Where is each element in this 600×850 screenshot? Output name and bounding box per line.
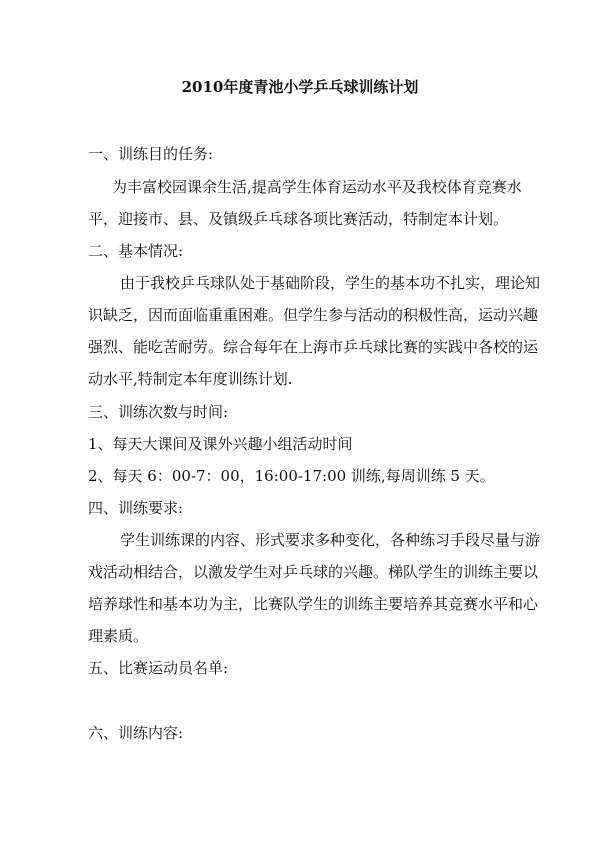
section-heading-5: 五、比赛运动员名单: [88, 659, 229, 677]
paragraph-line: 培养球性和基本功为主，比赛队学生的训练主要培养其竞赛水平和心 [88, 595, 539, 613]
list-item: 2、每天 6：00-7：00，16:00-17:00 训练,每周训练 5 天。 [88, 467, 495, 485]
paragraph-line: 理素质。 [88, 627, 149, 645]
paragraph-line: 戏活动相结合，以激发学生对乒乓球的兴趣。梯队学生的训练主要以 [88, 563, 539, 581]
paragraph-line: 识缺乏，因而面临重重困难。但学生参与活动的积极性高，运动兴趣 [88, 306, 539, 324]
paragraph-line: 强烈、能吃苦耐劳。综合每年在上海市乒乓球比赛的实践中各校的运 [88, 338, 539, 356]
section-heading-2: 二、基本情况: [88, 242, 184, 260]
paragraph-line: 由于我校乒乓球队处于基础阶段，学生的基本功不扎实，理论知 [120, 274, 541, 292]
paragraph-line: 学生训练课的内容、形式要求多种变化，各种练习手段尽量与游 [120, 531, 541, 549]
paragraph-line: 为丰富校园课余生活,提高学生体育运动水平及我校体育竞赛水 [112, 178, 522, 196]
section-heading-6: 六、训练内容: [88, 724, 184, 742]
list-item: 1、每天大课间及课外兴趣小组活动时间 [88, 435, 353, 453]
document-title: 2010年度青池小学乒乓球训练计划 [181, 78, 419, 96]
paragraph-line: 平，迎接市、县、及镇级乒乓球各项比赛活动，特制定本计划。 [88, 210, 509, 228]
section-heading-4: 四、训练要求: [88, 499, 184, 517]
section-heading-3: 三、训练次数与时间: [88, 403, 229, 421]
section-heading-1: 一、训练目的任务: [88, 145, 214, 163]
paragraph-line: 动水平,特制定本年度训练计划. [88, 370, 293, 388]
